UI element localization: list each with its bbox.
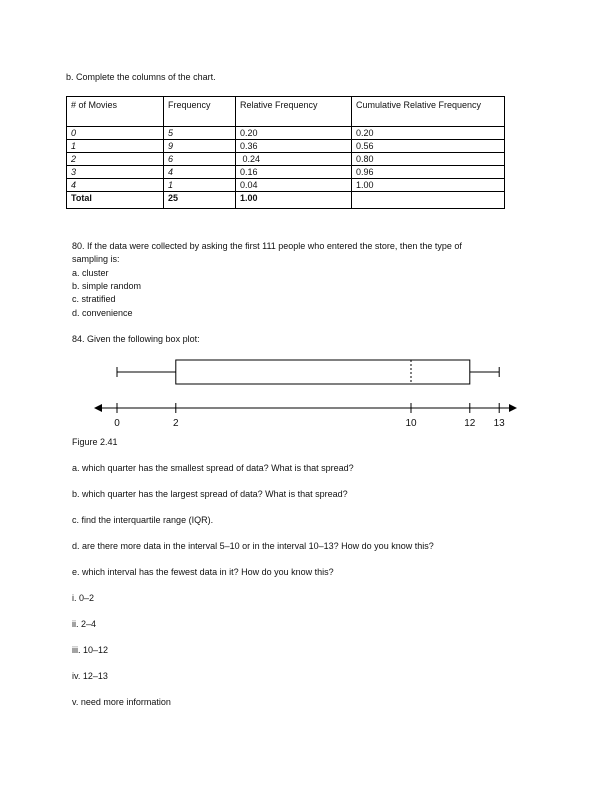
table-cell: 4 [164,166,236,179]
table-cell: 6 [164,153,236,166]
table-cell: 0.56 [352,140,505,153]
q80-question-line2: sampling is: [72,254,120,264]
table-cell: 0.36 [236,140,352,153]
figure-caption: Figure 2.41 [72,437,118,447]
table-cell: 4 [67,179,164,192]
table-cell: 0.20 [352,127,505,140]
q80-question-line1: 80. If the data were collected by asking the first 111 people who entered the store, then the type of [72,241,462,251]
table-cell: 0 [67,127,164,140]
table-cell: 1.00 [352,179,505,192]
table-cell: 0.80 [352,153,505,166]
table-cell-value: 0.24 [242,154,261,164]
interval-option-iii: iii. 10–12 [72,645,109,655]
interval-option-i: i. 0–2 [72,593,95,603]
total-relative-frequency: 1.00 [236,192,352,209]
header-num-movies: # of Movies [67,97,164,127]
table-cell: 0.04 [236,179,352,192]
table-cell: 1 [164,179,236,192]
q80-option-d: d. convenience [72,308,133,318]
axis-tick-label: 0 [114,418,120,429]
table-cell: 2 [67,153,164,166]
header-cumulative-relative-frequency: Cumulative Relative Frequency [352,97,505,127]
interval-option-v: v. need more information [72,697,171,707]
interval-option-ii: ii. 2–4 [72,619,97,629]
q84-question-b: b. which quarter has the largest spread of data? What is that spread? [72,489,348,499]
axis-tick-label: 12 [464,418,476,429]
table-cell: 9 [164,140,236,153]
right-arrow-icon [509,404,517,412]
header-relative-frequency: Relative Frequency [236,97,352,127]
interval-option-iv: iv. 12–13 [72,671,108,681]
axis-tick-label: 13 [493,418,505,429]
iqr-box [176,360,470,384]
table-cell: 3 [67,166,164,179]
q84-intro: 84. Given the following box plot: [72,334,200,344]
table-cell: 0.20 [236,127,352,140]
q84-question-d: d. are there more data in the interval 5–10 or in the interval 10–13? How do you know this? [72,541,434,551]
q80-option-b: b. simple random [72,281,142,291]
axis-tick-label: 2 [173,418,179,429]
table-cell: 5 [164,127,236,140]
part-b-instruction: b. Complete the columns of the chart. [66,72,216,82]
total-frequency: 25 [164,192,236,209]
axis-tick-label: 10 [405,418,417,429]
q84-question-a: a. which quarter has the smallest spread of data? What is that spread? [72,463,354,473]
total-label: Total [67,192,164,209]
table-cell: 0.96 [352,166,505,179]
table-cell: 0.16 [236,166,352,179]
q80-option-c: c. stratified [72,294,116,304]
q80-option-a: a. cluster [72,268,109,278]
left-arrow-icon [94,404,102,412]
header-frequency: Frequency [164,97,236,127]
q84-question-e: e. which interval has the fewest data in it? How do you know this? [72,567,334,577]
table-cell: 1 [67,140,164,153]
q84-question-c: c. find the interquartile range (IQR). [72,515,214,525]
